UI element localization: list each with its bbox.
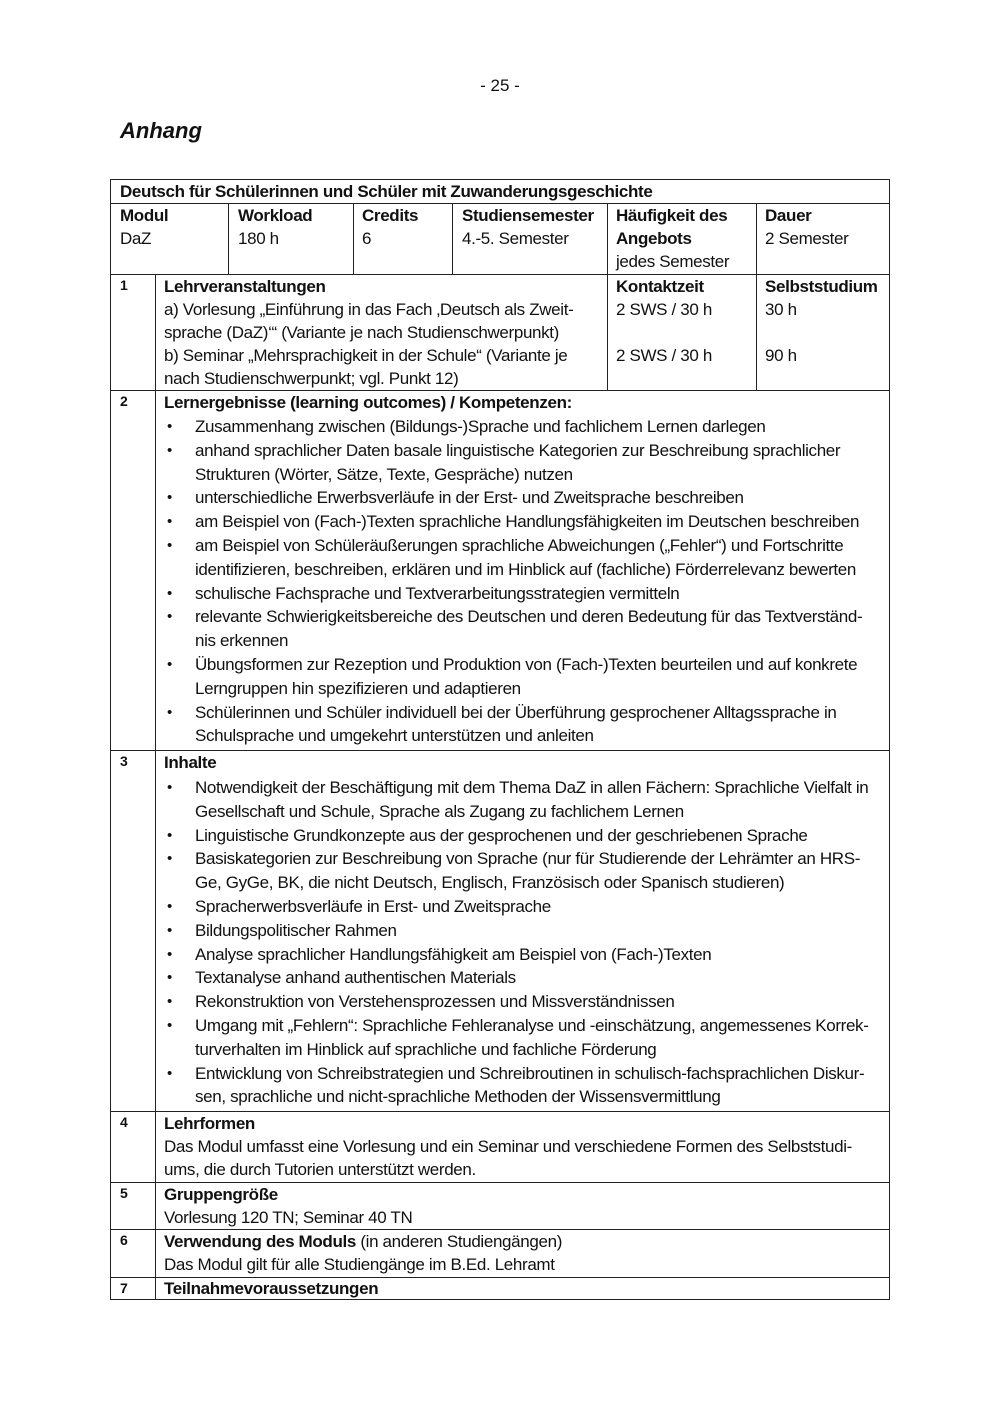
column-divider: [353, 203, 354, 274]
list-item: • Entwicklung von Schreibstrategien und Schreibroutinen in schulisch-fachsprachlichen Diskur- sen, sprachliche und nicht-sprachliche Methoden der Wissensvermittlung: [163, 1062, 869, 1110]
column-divider: [452, 203, 453, 274]
section-number: 5: [120, 1185, 128, 1201]
list-item: • am Beispiel von Schüleräußerungen sprachliche Abweichungen („Fehler“) und Fortschritte identifizieren, beschreiben, erklären und im Hinblick auf (fachliche) Förderrelevanz bewerten: [163, 534, 862, 582]
course-a-line2: sprache (DaZ)‘“ (Variante je nach Studienschwerpunkt): [164, 323, 559, 342]
outcomes-list: [163, 415, 862, 748]
list-item: • Textanalyse anhand authentischen Materials: [163, 966, 869, 990]
section-title-lernergebnisse: Lernergebnisse (learning outcomes) / Kompetenzen:: [164, 393, 572, 412]
list-item: • Bildungspolitischer Rahmen: [163, 919, 869, 943]
semester-label: Studiensemester: [462, 206, 594, 225]
list-item: • Notwendigkeit der Beschäftigung mit dem Thema DaZ in allen Fächern: Sprachliche Vielfalt in Gesellschaft und Schule, Sprache als Zugang zu fachlichem Lernen: [163, 776, 869, 824]
list-item: • Basiskategorien zur Beschreibung von Sprache (nur für Studierende der Lehrämter an HRS- Ge, GyGe, BK, die nicht Deutsch, Englisch, Französisch oder Spanisch studieren): [163, 847, 869, 895]
list-item: • Analyse sprachlicher Handlungsfähigkeit am Beispiel von (Fach-)Texten: [163, 943, 869, 967]
list-item: • relevante Schwierigkeitsbereiche des Deutschen und deren Bedeutung für das Textverständ- nis erkennen: [163, 605, 862, 653]
semester-value: 4.-5. Semester: [462, 229, 569, 248]
list-item: • Linguistische Grundkonzepte aus der gesprochenen und der geschriebenen Sprache: [163, 824, 869, 848]
module-title: Deutsch für Schülerinnen und Schüler mit Zuwanderungsgeschichte: [120, 182, 653, 201]
frequency-label-line2: Angebots: [616, 229, 692, 248]
workload-value: 180 h: [238, 229, 279, 248]
duration-value: 2 Semester: [765, 229, 849, 248]
credits-value: 6: [362, 229, 372, 248]
section-number: 6: [120, 1232, 128, 1248]
frequency-value: jedes Semester: [616, 252, 730, 271]
section-heading: Anhang: [120, 118, 202, 143]
list-item: • Übungsformen zur Rezeption und Produktion von (Fach-)Texten beurteilen und auf konkrete Lerngruppen hin spezifizieren und adaptieren: [163, 653, 862, 701]
course-b-line2: nach Studienschwerpunkt; vgl. Punkt 12): [164, 369, 459, 388]
section-number: 3: [120, 753, 128, 769]
frequency-label-line1: Häufigkeit des: [616, 206, 728, 225]
list-item: • am Beispiel von (Fach-)Texten sprachliche Handlungsfähigkeiten im Deutschen beschreiben: [163, 510, 862, 534]
verwendung-title-suffix: (in anderen Studiengängen): [355, 1232, 562, 1251]
course-b-contact: 2 SWS / 30 h: [616, 346, 712, 365]
duration-label: Dauer: [765, 206, 812, 225]
section-number: 1: [120, 277, 128, 293]
modul-value: DaZ: [120, 229, 152, 248]
page-number: - 25 -: [480, 76, 520, 95]
list-item: • Schülerinnen und Schüler individuell bei der Überführung gesprochener Alltagssprache in Schulsprache und umgekehrt unterstützen und anleiten: [163, 701, 862, 749]
column-divider: [607, 203, 608, 390]
section-title-inhalte: Inhalte: [164, 753, 217, 772]
section-title-gruppengroesse: Gruppengröße: [164, 1185, 278, 1204]
list-item: • Spracherwerbsverläufe in Erst- und Zweitsprache: [163, 895, 869, 919]
list-item: • unterschiedliche Erwerbsverläufe in der Erst- und Zweitsprache beschreiben: [163, 486, 862, 510]
contents-list: [163, 776, 869, 1109]
course-b-selfstudy: 90 h: [765, 346, 797, 365]
gruppengroesse-line1: Vorlesung 120 TN; Seminar 40 TN: [164, 1208, 413, 1227]
section-title-lehrveranstaltungen: Lehrveranstaltungen: [164, 277, 326, 296]
lehrformen-line1: Das Modul umfasst eine Vorlesung und ein Seminar und verschiedene Formen des Selbststudi-: [164, 1137, 852, 1156]
course-a-selfstudy: 30 h: [765, 300, 797, 319]
column-divider: [155, 274, 156, 1300]
course-a-line1: a) Vorlesung „Einführung in das Fach ‚Deutsch als Zweit-: [164, 300, 574, 319]
section-number: 4: [120, 1114, 128, 1130]
credits-label: Credits: [362, 206, 419, 225]
course-a-contact: 2 SWS / 30 h: [616, 300, 712, 319]
module-table: [110, 179, 890, 1300]
lehrformen-line2: ums, die durch Tutorien unterstützt werden.: [164, 1160, 476, 1179]
list-item: • Zusammenhang zwischen (Bildungs-)Sprache und fachlichem Lernen darlegen: [163, 415, 862, 439]
verwendung-title-bold: Verwendung des Moduls: [164, 1232, 356, 1251]
section-number: 7: [120, 1280, 128, 1296]
list-item: • anhand sprachlicher Daten basale linguistische Kategorien zur Beschreibung sprachlicher Strukturen (Wörter, Sätze, Texte, Gespräche) nutzen: [163, 439, 862, 487]
modul-label: Modul: [120, 206, 169, 225]
section-title-lehrformen: Lehrformen: [164, 1114, 255, 1133]
verwendung-line1: Das Modul gilt für alle Studiengänge im B.Ed. Lehramt: [164, 1255, 555, 1274]
course-b-line1: b) Seminar „Mehrsprachigkeit in der Schule“ (Variante je: [164, 346, 568, 365]
list-item: • Rekonstruktion von Verstehensprozessen und Missverständnissen: [163, 990, 869, 1014]
contact-time-label: Kontaktzeit: [616, 277, 704, 296]
section-number: 2: [120, 393, 128, 409]
section-title-verwendung: [164, 1230, 562, 1254]
self-study-label: Selbststudium: [765, 277, 878, 296]
column-divider: [228, 203, 229, 274]
workload-label: Workload: [238, 206, 313, 225]
list-item: • Umgang mit „Fehlern“: Sprachliche Fehleranalyse und -einschätzung, angemessenes Korrek- turverhalten im Hinblick auf sprachliche und fachliche Förderung: [163, 1014, 869, 1062]
list-item: • schulische Fachsprache und Textverarbeitungsstrategien vermitteln: [163, 582, 862, 606]
column-divider: [756, 203, 757, 390]
section-title-teilnahmevoraussetzungen: Teilnahmevoraussetzungen: [164, 1279, 379, 1298]
row-divider: [111, 750, 889, 751]
